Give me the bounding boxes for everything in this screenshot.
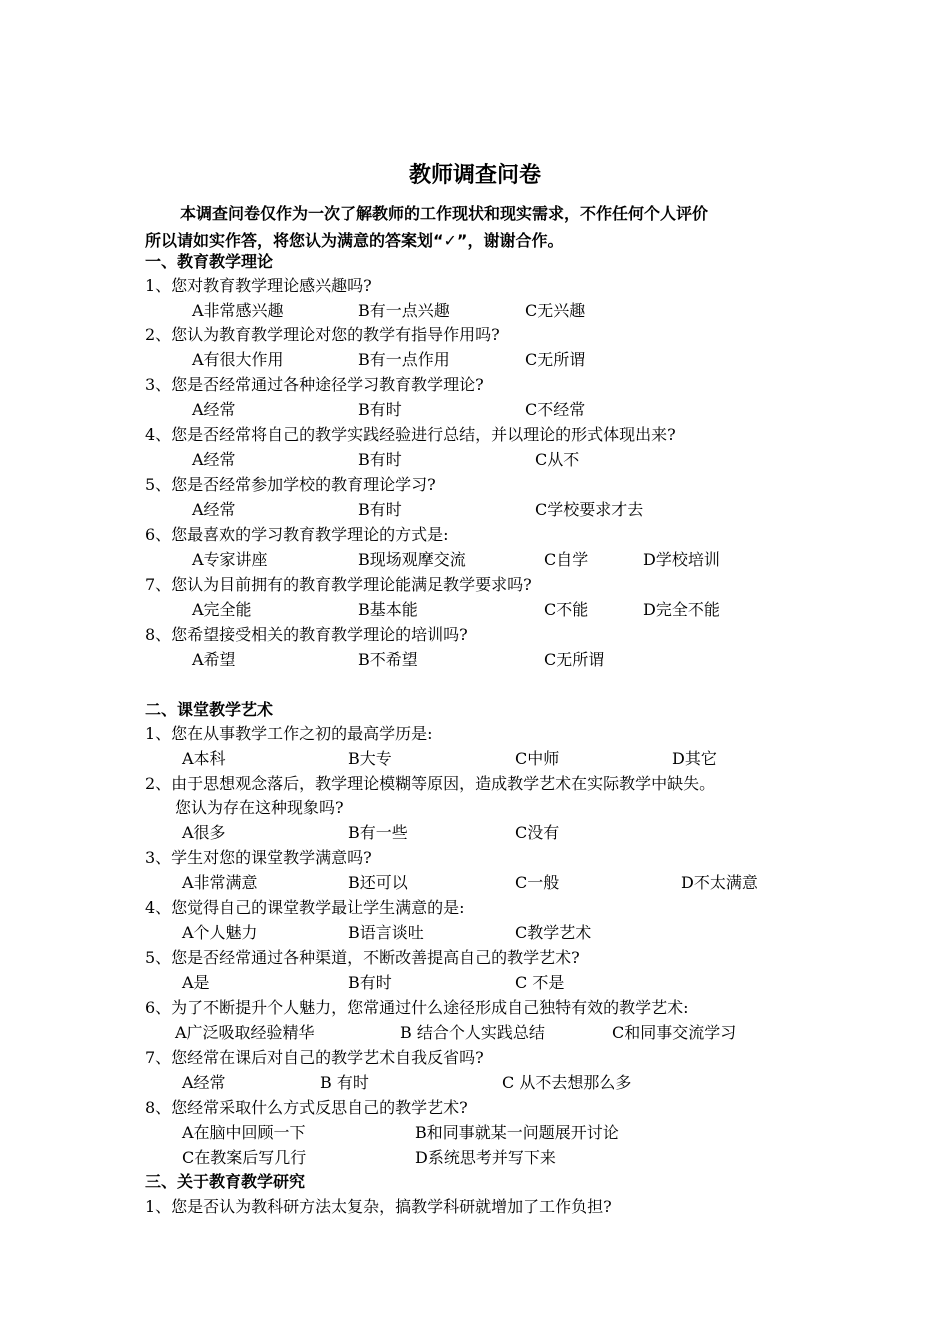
option[interactable]: B大专 xyxy=(348,749,392,768)
options-1-7 xyxy=(0,598,950,622)
option[interactable]: B基本能 xyxy=(358,600,418,619)
option[interactable]: B和同事就某一问题展开讨论 xyxy=(415,1123,619,1142)
intro-line-2: 所以请如实作答，将您认为满意的答案划“✓”，谢谢合作。 xyxy=(145,231,564,250)
intro-line-1: 本调查问卷仅作为一次了解教师的工作现状和现实需求，不作任何个人评价 xyxy=(180,204,709,223)
question-1-1: 1、您对教育教学理论感兴趣吗? xyxy=(145,276,372,295)
option[interactable]: D完全不能 xyxy=(643,600,720,619)
option[interactable]: A个人魅力 xyxy=(182,923,258,942)
option[interactable]: B有时 xyxy=(358,450,402,469)
options-2-2 xyxy=(0,821,950,845)
options-2-1 xyxy=(0,747,950,771)
options-1-4 xyxy=(0,448,950,472)
option[interactable]: B有时 xyxy=(348,973,392,992)
question-2-7: 7、您经常在课后对自己的教学艺术自我反省吗? xyxy=(145,1048,484,1067)
option[interactable]: C一般 xyxy=(515,873,560,892)
option[interactable]: B 结合个人实践总结 xyxy=(400,1023,545,1042)
options-2-6 xyxy=(0,1021,950,1045)
option[interactable]: A是 xyxy=(182,973,210,992)
section-heading-2: 二、课堂教学艺术 xyxy=(145,700,274,719)
options-2-7 xyxy=(0,1071,950,1095)
options-1-6 xyxy=(0,548,950,572)
options-1-2 xyxy=(0,348,950,372)
page-title: 教师调查问卷 xyxy=(408,163,541,188)
option[interactable]: D系统思考并写下来 xyxy=(415,1148,556,1167)
question-1-6: 6、您最喜欢的学习教育教学理论的方式是: xyxy=(145,525,449,544)
option[interactable]: C不能 xyxy=(544,600,589,619)
option[interactable]: C教学艺术 xyxy=(515,923,592,942)
option[interactable]: C在教案后写几行 xyxy=(182,1148,307,1167)
question-2-2: 2、由于思想观念落后，教学理论模糊等原因，造成教学艺术在实际教学中缺失。 xyxy=(145,774,716,793)
option[interactable]: D不太满意 xyxy=(681,873,758,892)
option[interactable]: A非常满意 xyxy=(182,873,258,892)
option[interactable]: B不希望 xyxy=(358,650,418,669)
option[interactable]: C无所谓 xyxy=(525,350,586,369)
option[interactable]: D学校培训 xyxy=(643,550,720,569)
section-heading-3: 三、关于教育教学研究 xyxy=(145,1172,306,1191)
options-1-3 xyxy=(0,398,950,422)
question-2-8: 8、您经常采取什么方式反思自己的教学艺术? xyxy=(145,1098,468,1117)
section-heading-1: 一、教育教学理论 xyxy=(145,252,274,271)
option[interactable]: B有一点作用 xyxy=(358,350,450,369)
option[interactable]: A完全能 xyxy=(192,600,252,619)
question-2-1: 1、您在从事教学工作之初的最高学历是: xyxy=(145,724,433,743)
option[interactable]: C和同事交流学习 xyxy=(612,1023,737,1042)
option[interactable]: B语言谈吐 xyxy=(348,923,424,942)
options-2-5 xyxy=(0,971,950,995)
option[interactable]: A专家讲座 xyxy=(192,550,268,569)
options-1-1 xyxy=(0,299,950,323)
question-2-6: 6、为了不断提升个人魅力，您常通过什么途径形成自己独特有效的教学艺术: xyxy=(145,998,689,1017)
option[interactable]: A在脑中回顾一下 xyxy=(182,1123,306,1142)
option[interactable]: B现场观摩交流 xyxy=(358,550,466,569)
option[interactable]: A经常 xyxy=(192,400,236,419)
question-3-1: 1、您是否认为教科研方法太复杂，搞教学科研就增加了工作负担? xyxy=(145,1197,612,1216)
option[interactable]: A本科 xyxy=(182,749,226,768)
option[interactable]: B还可以 xyxy=(348,873,408,892)
option[interactable]: C 从不去想那么多 xyxy=(502,1073,632,1092)
option[interactable]: B有一些 xyxy=(348,823,408,842)
options-2-3 xyxy=(0,871,950,895)
options-1-5 xyxy=(0,498,950,522)
question-1-4: 4、您是否经常将自己的教学实践经验进行总结，并以理论的形式体现出来? xyxy=(145,425,676,444)
options-2-4 xyxy=(0,921,950,945)
option[interactable]: A经常 xyxy=(192,450,236,469)
option[interactable]: C 不是 xyxy=(515,973,565,992)
question-1-3: 3、您是否经常通过各种途径学习教育教学理论? xyxy=(145,375,484,394)
question-2-3: 3、学生对您的课堂教学满意吗? xyxy=(145,848,372,867)
question-2-2-cont: 您认为存在这种现象吗? xyxy=(175,798,344,817)
options-1-8 xyxy=(0,648,950,672)
options-2-8-row-2 xyxy=(0,1146,950,1170)
option[interactable]: C学校要求才去 xyxy=(535,500,644,519)
option[interactable]: C没有 xyxy=(515,823,560,842)
question-1-7: 7、您认为目前拥有的教育教学理论能满足教学要求吗? xyxy=(145,575,532,594)
option[interactable]: A非常感兴趣 xyxy=(192,301,284,320)
option[interactable]: B有时 xyxy=(358,500,402,519)
question-1-2: 2、您认为教育教学理论对您的教学有指导作用吗? xyxy=(145,325,500,344)
option[interactable]: A广泛吸取经验精华 xyxy=(175,1023,315,1042)
option[interactable]: B 有时 xyxy=(320,1073,369,1092)
option[interactable]: A经常 xyxy=(192,500,236,519)
option[interactable]: C从不 xyxy=(535,450,580,469)
option[interactable]: B有时 xyxy=(358,400,402,419)
option[interactable]: C无所谓 xyxy=(544,650,605,669)
option[interactable]: A有很大作用 xyxy=(192,350,284,369)
option[interactable]: C自学 xyxy=(544,550,589,569)
options-2-8-row-1 xyxy=(0,1121,950,1145)
question-1-5: 5、您是否经常参加学校的教育理论学习? xyxy=(145,475,436,494)
option[interactable]: A希望 xyxy=(192,650,236,669)
option[interactable]: C中师 xyxy=(515,749,560,768)
question-1-8: 8、您希望接受相关的教育教学理论的培训吗? xyxy=(145,625,468,644)
option[interactable]: C不经常 xyxy=(525,400,586,419)
question-2-4: 4、您觉得自己的课堂教学最让学生满意的是: xyxy=(145,898,465,917)
option[interactable]: A经常 xyxy=(182,1073,226,1092)
option[interactable]: B有一点兴趣 xyxy=(358,301,450,320)
option[interactable]: D其它 xyxy=(672,749,717,768)
option[interactable]: C无兴趣 xyxy=(525,301,586,320)
option[interactable]: A很多 xyxy=(182,823,226,842)
question-2-5: 5、您是否经常通过各种渠道，不断改善提高自己的教学艺术? xyxy=(145,948,580,967)
